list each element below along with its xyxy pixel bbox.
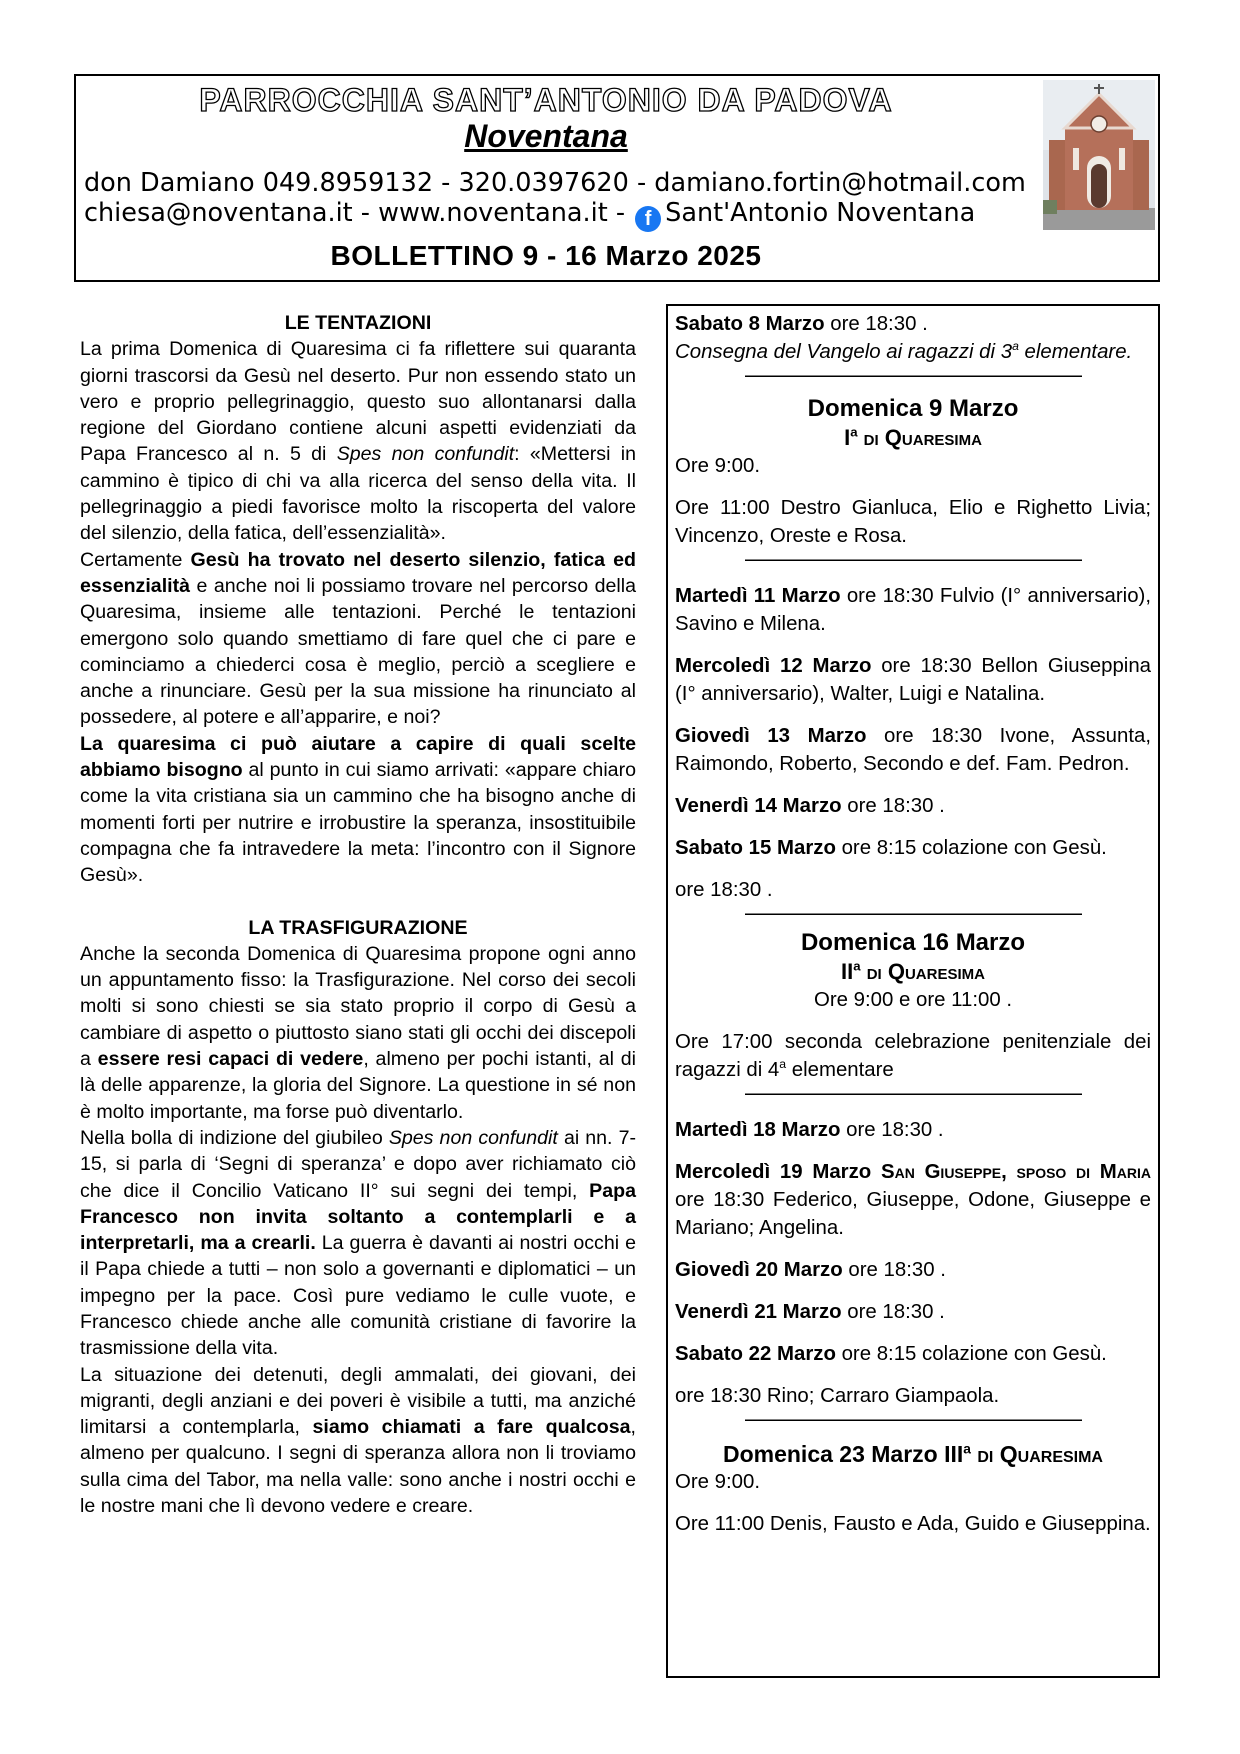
parish-title: PARROCCHIA SANT’ANTONIO DA PADOVA xyxy=(199,82,893,118)
schedule-entry: Sabato 15 Marzo ore 8:15 colazione con Gesù. xyxy=(675,837,1107,859)
schedule-entry: Ore 11:00 Denis, Fausto e Ada, Guido e Giuseppina. xyxy=(675,1513,1151,1535)
facebook-icon: f xyxy=(635,206,661,232)
town-name: Noventana xyxy=(464,118,628,154)
bulletin-header xyxy=(74,74,1160,282)
sunday-subtitle: $II^a$ di Quaresima xyxy=(841,958,985,984)
schedule-entry: Ore 17:00 seconda celebrazione penitenziale dei ragazzi di 4$^a$ elementare xyxy=(675,1031,1151,1081)
schedule-entry: Ore 9:00 e ore 11:00 . xyxy=(814,989,1012,1011)
schedule-entry: Ore 9:00. xyxy=(675,455,761,477)
schedule-entry: Venerdì 21 Marzo ore 18:30 . xyxy=(675,1301,945,1323)
article-title-tentazioni: LE TENTAZIONI xyxy=(284,312,432,334)
sunday-title: Domenica 23 Marzo III$^a$ di Quaresima xyxy=(722,1441,1103,1467)
article-paragraph: La situazione dei detenuti, degli ammalati, dei giovani, dei migranti, degli anziani e dei poveri è visibile a tutti, ma anziché limitarsi a contemplarla, siamo chiamati a fare qualcosa, almeno per qualcuno. I segni di speranza allora non li troviamo sulla cima del Tabor, ma nella valle: sono anche i nostri occhi e le nostre mani che lì devono vedere e creare. xyxy=(80,1363,636,1518)
schedule-entry: ore 18:30 Rino; Carraro Giampaola. xyxy=(675,1385,1000,1407)
sunday-title: Domenica 9 Marzo xyxy=(807,395,1019,422)
schedule-entry: Sabato 8 Marzo ore 18:30 . xyxy=(675,313,928,335)
schedule-entry: Sabato 22 Marzo ore 8:15 colazione con Gesù. xyxy=(675,1343,1107,1365)
sunday-subtitle: $I^a$ di Quaresima xyxy=(844,424,982,450)
schedule-entry: Giovedì 20 Marzo ore 18:30 . xyxy=(675,1259,946,1281)
schedule-entry: Mercoledì 19 Marzo San Giuseppe, sposo di Maria ore 18:30 Federico, Giuseppe, Odone, Giuseppe e Mariano; Angelina. xyxy=(675,1161,1151,1239)
schedule-entry: Ore 11:00 Destro Gianluca, Elio e Righetto Livia; Vincenzo, Oreste e Rosa. xyxy=(675,497,1151,547)
articles-column xyxy=(80,310,636,1519)
divider: ———————————————— xyxy=(745,362,1081,387)
contact-line-web xyxy=(84,198,975,232)
church-photo xyxy=(1043,80,1155,230)
facebook-page-name: Sant'Antonio Noventana xyxy=(665,198,976,228)
contact-line: don Damiano 049.8959132 - 320.0397620 - damiano.fortin@hotmail.com xyxy=(84,168,1026,198)
schedule-entry: Martedì 18 Marzo ore 18:30 . xyxy=(675,1119,944,1141)
article-paragraph: La prima Domenica di Quaresima ci fa riflettere sui quaranta giorni trascorsi da Gesù nel deserto. Pur non essendo stato un vero e proprio pellegrinaggio, questo suo allontanarsi dalla regione del Giordano contiene alcuni aspetti evidenziati da Papa Francesco al n. 5 di Spes non confundit: «Mettersi in cammino è tipico di chi va alla ricerca del senso della vita. Il pellegrinaggio a piedi favorisce molto la riscoperta del valore del silenzio, della fatica, dell’essenzialità». xyxy=(80,338,636,545)
web-contacts: chiesa@noventana.it - www.noventana.it - xyxy=(84,198,626,228)
schedule-entry: Mercoledì 12 Marzo ore 18:30 Bellon Giuseppina (I° anniversario), Walter, Luigi e Natalina. xyxy=(675,655,1151,705)
divider: ———————————————— xyxy=(745,1080,1081,1105)
mass-schedule xyxy=(666,304,1160,1678)
schedule-note: Consegna del Vangelo ai ragazzi di 3$^a$ elementare. xyxy=(675,339,1133,363)
article-paragraph: La quaresima ci può aiutare a capire di quali scelte abbiamo bisogno al punto in cui siamo arrivati: «appare chiaro come la vita cristiana sia un cammino che ha bisogno anche di momenti forti per nutrire e irrobustire la speranza, insostituibile compagna che fa intravedere la meta: l’incontro con il Signore Gesù». xyxy=(80,732,637,887)
schedule-entry: Venerdì 14 Marzo ore 18:30 . xyxy=(675,795,945,817)
article-title-trasfigurazione: LA TRASFIGURAZIONE xyxy=(248,916,468,939)
divider: ———————————————— xyxy=(745,900,1081,925)
article-paragraph: Anche la seconda Domenica di Quaresima propone ogni anno un appuntamento fisso: la Trasfigurazione. Nel corso dei secoli molti si sono chiesti se sia stato proprio il corpo di Gesù a cambiare di aspetto o piuttosto siano stati gli occhi dei discepoli a essere resi capaci di vedere, almeno per pochi istanti, al di là delle apparenze, la gloria del Signore. La questione in sé non è molto importante, ma forse può diventarlo. xyxy=(80,942,636,1123)
article-paragraph: Nella bolla di indizione del giubileo Spes non confundit ai nn. 7-15, si parla di ‘Segni di speranza’ e dopo aver richiamato ciò che dice il Concilio Vaticano II° sui segni dei tempi, Papa Francesco non invita soltanto a contemplarli e a interpretarli, ma a crearli. La guerra è davanti ai nostri occhi e il Papa chiede a tutti – non solo a governanti e diplomatici – un impegno per la pace. Così pure vediamo le culle vuote, e Francesco chiede anche alle comunità cristiane di favorire la trasmissione della vita. xyxy=(80,1126,637,1360)
divider: ———————————————— xyxy=(745,1406,1081,1431)
schedule-entry: Martedì 11 Marzo ore 18:30 Fulvio (I° anniversario), Savino e Milena. xyxy=(675,585,1151,635)
sunday-title: Domenica 16 Marzo xyxy=(800,929,1026,956)
schedule-entry: ore 18:30 . xyxy=(675,879,773,901)
schedule-entry: Giovedì 13 Marzo ore 18:30 Ivone, Assunta, Raimondo, Roberto, Secondo e def. Fam. Pedron. xyxy=(675,725,1151,775)
schedule-entry: Ore 9:00. xyxy=(675,1471,761,1493)
bulletin-title: BOLLETTINO 9 - 16 Marzo 2025 xyxy=(330,240,762,271)
article-paragraph: Certamente Gesù ha trovato nel deserto silenzio, fatica ed essenzialità e anche noi li possiamo trovare nel percorso della Quaresima, insieme alle tentazioni. Perché le tentazioni emergono solo quando smettiamo di fare quel che ci pare e cominciamo a chiederci cosa è meglio, perciò a scegliere e anche a rinunciare. Gesù per la sua missione ha rinunciato al possedere, al potere e all’apparire, e noi? xyxy=(80,548,636,729)
divider: ———————————————— xyxy=(745,546,1081,571)
